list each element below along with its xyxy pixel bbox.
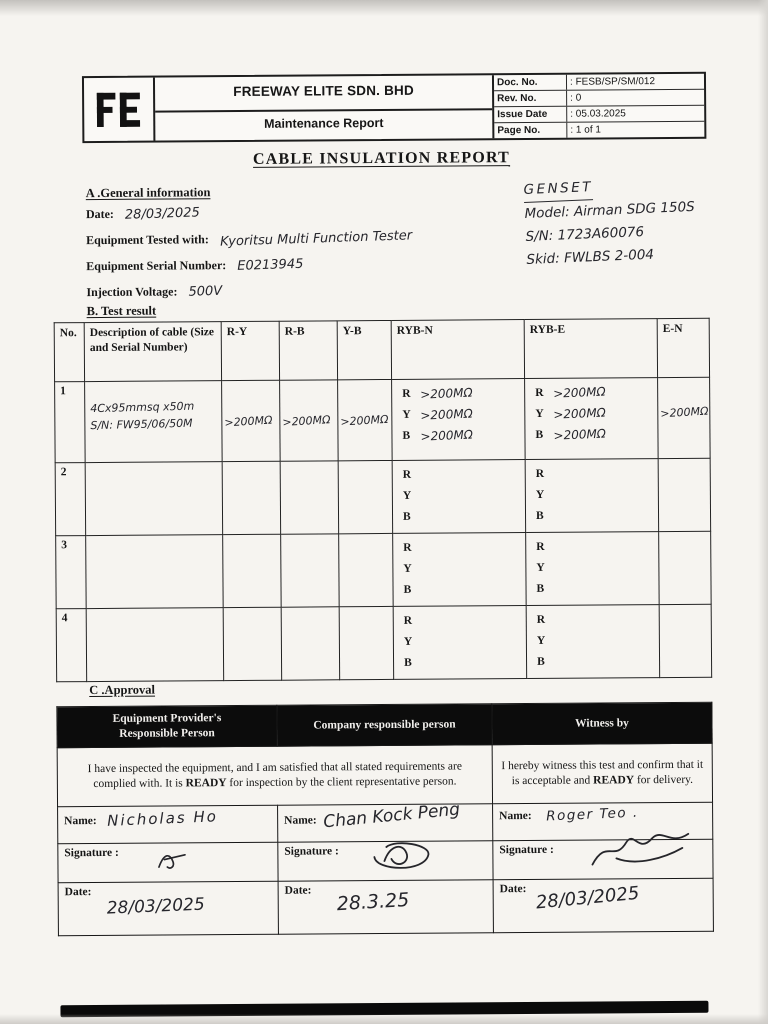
test-result-table (54, 318, 712, 683)
header-middle (155, 75, 494, 140)
rybn-b-measurement-handwritten: >200MΩ (420, 426, 474, 444)
provider-name-cell (58, 805, 278, 844)
equipment-serial-field (86, 251, 412, 279)
row3-rb-value (281, 534, 340, 607)
row3-yb-value (339, 533, 394, 606)
approval-col2-header: Company responsible person (277, 704, 492, 746)
row1-no: 1 (55, 382, 86, 463)
rybe-y-line (531, 483, 653, 505)
company-person-name-handwritten: Chan Kock Peng (322, 799, 461, 833)
header-divider (155, 108, 492, 112)
provider-date-cell (58, 881, 278, 936)
phase-label-r: R (402, 387, 411, 400)
phase-label-r: R (403, 614, 413, 627)
row4-yb-value (339, 606, 394, 679)
witness-date-cell (493, 878, 713, 933)
row2-ry-value (222, 461, 281, 534)
rybn-r-line (398, 536, 520, 558)
page-no-label: Page No. (494, 123, 567, 139)
scan-edge-bottom (0, 1014, 768, 1024)
rybe-y-measurement-handwritten: >200MΩ (553, 405, 607, 422)
row3-ry-value (223, 534, 282, 607)
inspection-statement-text: I have inspected the equipment, and I am satisfied that all stated requirements are complied with. It is (87, 760, 462, 791)
col-header-description: Description of cable (Size and Serial Number) (84, 322, 221, 382)
rev-no-value: : 0 (570, 92, 582, 104)
date-label: Date: (64, 886, 92, 899)
witness-statement-text: I hereby witness this test and confirm that it is acceptable and (501, 758, 704, 788)
company-signature-mark (364, 837, 454, 878)
row2-rybe-values (525, 459, 659, 533)
issue-date-label: Issue Date (494, 107, 567, 123)
col-header-ry: R-Y (221, 321, 279, 380)
rybe-y-line (531, 556, 653, 578)
rybn-r-line (399, 609, 521, 631)
name-label: Name: (64, 815, 97, 828)
doc-no-label: Doc. No. (494, 75, 567, 91)
equipment-tested-field (86, 225, 412, 253)
equipment-tested-handwritten-value: Kyoritsu Multi Function Tester (219, 228, 413, 250)
col-header-no: No. (54, 323, 84, 382)
approval-table (56, 702, 714, 937)
witness-statement-text: for delivery. (634, 773, 694, 787)
rybn-y-line (397, 403, 519, 425)
row1-rybn-values (392, 379, 526, 461)
genset-skid-note: Skid: FWLBS 2-004 (526, 246, 655, 268)
logo-cell (84, 78, 155, 141)
row1-description (85, 381, 223, 463)
rybe-y-line (530, 402, 652, 424)
inspection-statement-text: for inspection by the client representative person. (226, 775, 457, 790)
approval-date-row (58, 878, 713, 936)
col-header-en: E-N (657, 318, 709, 377)
col-header-rybn: RYB-N (391, 320, 524, 380)
equipment-tested-label: Equipment Tested with: (86, 232, 209, 248)
witness-date-handwritten: 28/03/2025 (534, 882, 641, 914)
signature-label: Signature : (284, 845, 339, 858)
test-row-2 (55, 458, 710, 536)
rybe-y-line (532, 629, 654, 651)
genset-title-note: GENSET (523, 176, 593, 203)
ry-measurement-handwritten: >200MΩ (224, 413, 273, 429)
row2-en-value (658, 458, 711, 531)
date-label: Date: (499, 883, 527, 896)
row4-rybn-values (393, 606, 527, 680)
rybe-b-line (531, 504, 653, 526)
yb-measurement-handwritten: >200MΩ (340, 412, 389, 429)
witness-signature-mark (585, 826, 697, 875)
phase-label-b: B (537, 655, 545, 668)
rev-no-label: Rev. No. (494, 91, 567, 107)
section-a-heading: A .General information (85, 185, 211, 201)
injection-voltage-field (86, 277, 412, 305)
date-handwritten-value: 28/03/2025 (124, 205, 201, 223)
provider-date-handwritten: 28/03/2025 (106, 894, 206, 919)
approval-statement-row (57, 743, 712, 807)
row1-rb-value (280, 380, 339, 461)
genset-model-note: Model: Airman SDG 150S (524, 198, 696, 222)
rybe-b-line (531, 577, 653, 599)
report-header (82, 72, 706, 143)
doc-info-table (494, 74, 704, 138)
approval-col1-header (57, 705, 277, 748)
test-row-3 (56, 531, 711, 609)
test-row-1 (55, 377, 711, 463)
signature-label: Signature : (64, 846, 119, 860)
provider-name-handwritten: Nicholas Ho (106, 807, 218, 830)
doc-info-row (494, 90, 704, 107)
company-date-handwritten: 28.3.25 (336, 888, 410, 916)
doc-no-value: : FESB/SP/SM/012 (569, 76, 656, 88)
inspection-statement (57, 745, 492, 807)
phase-label-y: Y (402, 408, 411, 421)
col-header-rybe: RYB-E (524, 319, 657, 379)
date-label: Date: (284, 884, 312, 897)
phase-label-b: B (535, 428, 544, 441)
scan-edge-right (758, 0, 768, 1024)
rb-measurement-handwritten: >200MΩ (282, 412, 331, 429)
test-header-row (54, 318, 709, 382)
phase-label-r: R (402, 468, 412, 481)
phase-label-y: Y (536, 634, 546, 647)
rybe-r-line (530, 381, 652, 403)
name-label: Name: (499, 809, 532, 823)
row2-rybn-values (392, 460, 526, 534)
row4-no: 4 (56, 609, 87, 682)
phase-label-b: B (404, 656, 412, 669)
col-header-yb: Y-B (337, 320, 391, 379)
row1-en-value (658, 377, 711, 458)
doc-info-row (494, 106, 704, 123)
rybn-r-measurement-handwritten: >200MΩ (419, 384, 473, 402)
row3-rybn-values (393, 533, 527, 607)
rybn-b-line (397, 424, 519, 446)
provider-signature-cell (58, 842, 278, 883)
rybn-r-line (398, 463, 520, 485)
rybn-y-line (398, 557, 520, 579)
phase-label-r: R (536, 613, 546, 626)
test-row-4 (56, 604, 711, 682)
witness-statement (492, 743, 712, 804)
rybe-b-line (532, 650, 654, 672)
row4-description (86, 608, 224, 682)
phase-label-r: R (535, 467, 545, 480)
row1-cable-size-handwritten: 4Cx95mmsq x50m (90, 399, 195, 416)
genset-handwritten-notes (523, 171, 697, 272)
phase-label-b: B (536, 582, 545, 595)
company-name: FREEWAY ELITE SDN. BHD (233, 82, 414, 100)
section-b-heading: B. Test result (86, 303, 157, 319)
date-field (86, 199, 412, 227)
phase-label-b: B (535, 509, 544, 522)
rybn-r-line (397, 382, 519, 404)
row3-en-value (659, 531, 712, 604)
row4-ry-value (223, 607, 282, 680)
row4-rb-value (281, 607, 340, 680)
equipment-serial-handwritten-value: E0213945 (237, 256, 304, 274)
rybe-r-measurement-handwritten: >200MΩ (552, 384, 606, 401)
phase-label-y: Y (536, 561, 545, 574)
row2-description (85, 462, 223, 536)
phase-label-r: R (536, 540, 545, 553)
issue-date-value: : 05.03.2025 (570, 108, 626, 120)
row3-no: 3 (56, 536, 87, 609)
rybe-b-measurement-handwritten: >200MΩ (553, 426, 607, 443)
date-label: Date: (85, 206, 114, 222)
row1-rybe-values (525, 378, 659, 460)
genset-serial-note: S/N: 1723A60076 (525, 224, 645, 245)
company-signature-cell (278, 841, 493, 882)
rybe-r-line (531, 462, 653, 484)
row3-description (86, 535, 224, 609)
section-c-heading: C .Approval (89, 682, 156, 698)
row4-en-value (659, 604, 712, 677)
phase-label-b: B (402, 429, 411, 442)
doc-info-row (494, 74, 704, 91)
phase-label-r: R (535, 386, 544, 399)
row3-rybe-values (526, 532, 660, 606)
company-date-cell (278, 880, 493, 934)
rybn-y-measurement-handwritten: >200MΩ (420, 405, 474, 423)
company-logo-icon (96, 90, 142, 128)
page-no-value: : 1 of 1 (570, 124, 601, 136)
approval-col1-header-line1: Equipment Provider's (112, 712, 222, 725)
witness-statement-ready: READY (593, 774, 635, 787)
injection-voltage-handwritten-value: 500V (188, 283, 223, 300)
rybe-b-line (530, 423, 652, 445)
phase-label-y: Y (403, 635, 413, 648)
section-general-information (86, 184, 413, 305)
row2-yb-value (338, 460, 393, 533)
signature-label: Signature : (499, 843, 554, 857)
row2-rb-value (280, 461, 339, 534)
phase-label-b: B (402, 510, 411, 523)
rybe-r-line (532, 608, 654, 630)
row4-rybe-values (526, 605, 660, 679)
phase-label-y: Y (402, 489, 412, 502)
rybn-y-line (399, 630, 521, 652)
provider-signature-mark (150, 846, 208, 874)
phase-label-y: Y (535, 488, 545, 501)
report-title: CABLE INSULATION REPORT (252, 149, 511, 168)
row1-yb-value (338, 379, 393, 460)
approval-col1-header-line2: Responsible Person (119, 727, 215, 740)
rybn-b-line (399, 651, 521, 673)
doc-info-row (494, 122, 704, 138)
inspection-statement-ready: READY (185, 777, 227, 790)
rybe-r-line (531, 535, 653, 557)
report-type: Maintenance Report (264, 115, 384, 131)
scan-edge-top (0, 0, 768, 16)
phase-label-y: Y (535, 407, 544, 420)
row2-no: 2 (55, 463, 86, 536)
approval-col3-header: Witness by (492, 702, 712, 745)
en-measurement-handwritten: >200MΩ (659, 404, 709, 421)
phase-label-y: Y (403, 562, 412, 575)
phase-label-b: B (403, 583, 412, 596)
equipment-serial-label: Equipment Serial Number: (86, 258, 227, 274)
approval-header-row (57, 702, 712, 748)
witness-signature-cell (493, 839, 713, 880)
injection-voltage-label: Injection Voltage: (86, 284, 178, 300)
col-header-rb: R-B (279, 321, 337, 380)
approval-signature-row (58, 839, 713, 883)
witness-name-handwritten: Roger Teo . (545, 804, 639, 825)
row1-ry-value (222, 380, 281, 461)
name-label: Name: (284, 814, 317, 827)
rybn-y-line (398, 484, 520, 506)
rybn-b-line (398, 578, 520, 600)
row1-cable-serial-handwritten: S/N: FW95/06/50M (90, 416, 193, 433)
rybn-b-line (398, 505, 520, 527)
phase-label-r: R (403, 541, 412, 554)
